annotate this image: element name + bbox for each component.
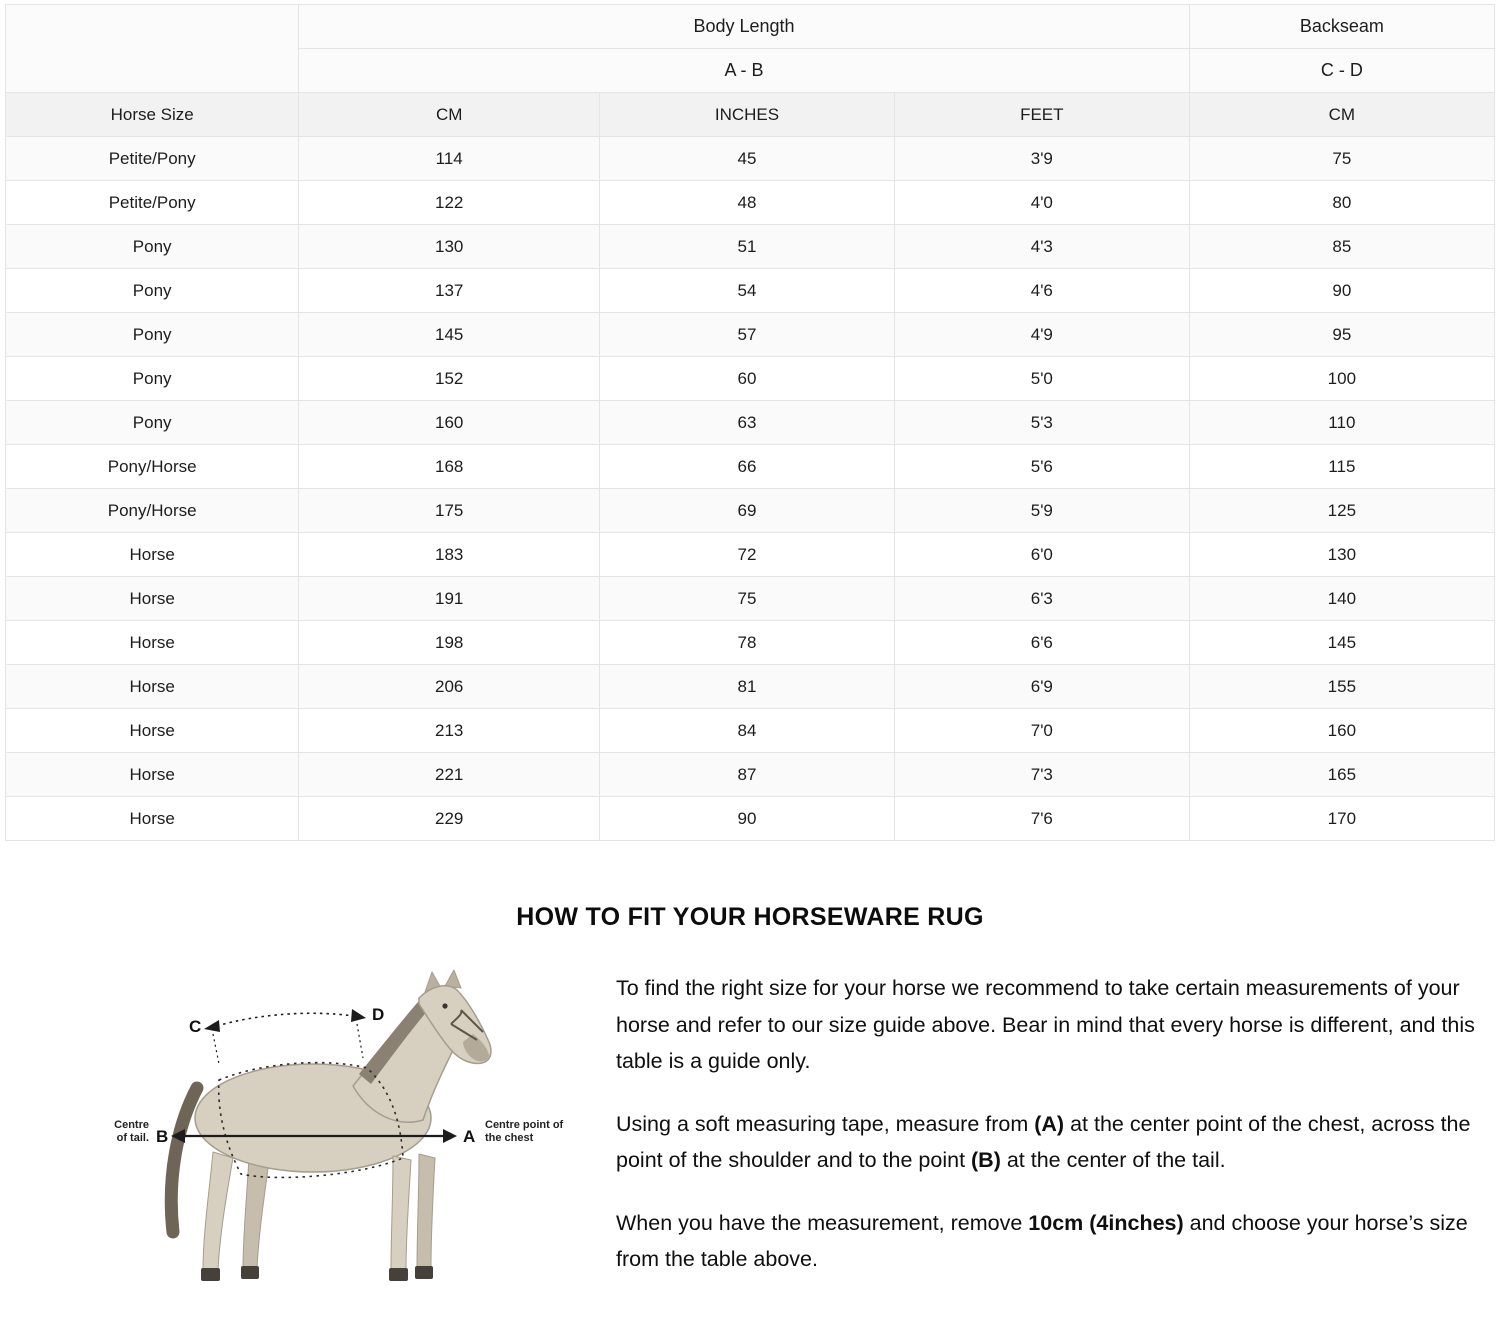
- backseam-group-header: Backseam: [1189, 5, 1494, 49]
- horse-front-leg-near: [391, 1156, 411, 1270]
- table-row: [6, 533, 1495, 577]
- cell-horse-size: Horse: [6, 665, 299, 709]
- cell-horse-size: Horse: [6, 709, 299, 753]
- table-row: [6, 753, 1495, 797]
- cell-body-length-feet: 7'6: [894, 797, 1189, 841]
- column-header-row: [6, 93, 1495, 137]
- size-chart-table: [5, 4, 1495, 841]
- backseam-subheader: C - D: [1189, 49, 1494, 93]
- cell-body-length-feet: 5'0: [894, 357, 1189, 401]
- column-header-feet: FEET: [894, 93, 1189, 137]
- body-length-subheader: A - B: [299, 49, 1189, 93]
- group-header-row: [6, 5, 1495, 49]
- cell-body-length-cm: 130: [299, 225, 600, 269]
- cell-body-length-inches: 60: [600, 357, 895, 401]
- tail-caption-line1: Centre: [114, 1119, 149, 1131]
- backseam-dimension: [189, 1005, 384, 1064]
- cell-backseam-cm: 100: [1189, 357, 1494, 401]
- fit-paragraph-3: When you have the measurement, remove 10cm (4inches) and choose your horse’s size from the table above.: [616, 1210, 1468, 1272]
- cell-horse-size: Horse: [6, 577, 299, 621]
- cell-body-length-feet: 4'3: [894, 225, 1189, 269]
- cell-body-length-inches: 51: [600, 225, 895, 269]
- cell-horse-size: Pony: [6, 401, 299, 445]
- table-row: [6, 313, 1495, 357]
- cell-horse-size: Horse: [6, 533, 299, 577]
- cell-body-length-inches: 69: [600, 489, 895, 533]
- cell-backseam-cm: 145: [1189, 621, 1494, 665]
- cell-body-length-cm: 168: [299, 445, 600, 489]
- table-row: [6, 181, 1495, 225]
- cell-body-length-feet: 5'9: [894, 489, 1189, 533]
- cell-body-length-inches: 48: [600, 181, 895, 225]
- column-header-cm: CM: [299, 93, 600, 137]
- point-a-label: A: [463, 1127, 476, 1146]
- cell-body-length-feet: 6'0: [894, 533, 1189, 577]
- cell-backseam-cm: 160: [1189, 709, 1494, 753]
- table-row: [6, 445, 1495, 489]
- cell-horse-size: Pony/Horse: [6, 445, 299, 489]
- cell-body-length-feet: 4'0: [894, 181, 1189, 225]
- cell-body-length-inches: 84: [600, 709, 895, 753]
- cell-backseam-cm: 165: [1189, 753, 1494, 797]
- cell-body-length-cm: 122: [299, 181, 600, 225]
- tail-caption-line2: of tail.: [116, 1132, 149, 1144]
- cell-horse-size: Pony: [6, 225, 299, 269]
- cell-body-length-cm: 221: [299, 753, 600, 797]
- cell-body-length-feet: 4'9: [894, 313, 1189, 357]
- cell-horse-size: Pony: [6, 313, 299, 357]
- fit-guide-section: [5, 960, 1495, 1305]
- chest-caption-line2: the chest: [485, 1132, 534, 1144]
- cell-backseam-cm: 115: [1189, 445, 1494, 489]
- cell-body-length-feet: 5'6: [894, 445, 1189, 489]
- cell-body-length-cm: 137: [299, 269, 600, 313]
- cell-backseam-cm: 140: [1189, 577, 1494, 621]
- cell-body-length-cm: 198: [299, 621, 600, 665]
- table-row: [6, 709, 1495, 753]
- table-row: [6, 357, 1495, 401]
- fit-guide-text: [598, 960, 1487, 1304]
- horse-hoof: [389, 1268, 408, 1281]
- cell-backseam-cm: 75: [1189, 137, 1494, 181]
- cell-body-length-feet: 7'3: [894, 753, 1189, 797]
- table-row: [6, 797, 1495, 841]
- horse-hoof: [201, 1268, 220, 1281]
- arrowhead-left-icon: [204, 1020, 220, 1032]
- backseam-dotted-line: [217, 1013, 353, 1026]
- cell-body-length-feet: 5'3: [894, 401, 1189, 445]
- arrowhead-right-icon: [351, 1009, 366, 1022]
- horse-tail: [171, 1088, 197, 1232]
- table-body: [6, 137, 1495, 841]
- column-header-horse-size: Horse Size: [6, 93, 299, 137]
- cell-backseam-cm: 85: [1189, 225, 1494, 269]
- table-row: [6, 225, 1495, 269]
- cell-body-length-inches: 78: [600, 621, 895, 665]
- cell-backseam-cm: 110: [1189, 401, 1494, 445]
- fit-paragraph-2: Using a soft measuring tape, measure from (A) at the center point of the chest, across the point of the shoulder and to the point (B) at the center of the tail.: [616, 1111, 1471, 1173]
- cell-body-length-inches: 66: [600, 445, 895, 489]
- fit-guide-heading: HOW TO FIT YOUR HORSEWARE RUG: [516, 903, 984, 931]
- cell-horse-size: Horse: [6, 621, 299, 665]
- cell-body-length-feet: 6'3: [894, 577, 1189, 621]
- point-c-label: C: [189, 1017, 202, 1036]
- cell-body-length-cm: 183: [299, 533, 600, 577]
- cell-backseam-cm: 125: [1189, 489, 1494, 533]
- table-row: [6, 401, 1495, 445]
- fit-paragraph-1: To find the right size for your horse we recommend to take certain measurements of your horse and refer to our size guide above. Bear in mind that every horse is different, and this table is a guide only.: [616, 976, 1475, 1074]
- cell-body-length-cm: 160: [299, 401, 600, 445]
- cell-body-length-cm: 191: [299, 577, 600, 621]
- cell-backseam-cm: 130: [1189, 533, 1494, 577]
- cell-body-length-feet: 6'9: [894, 665, 1189, 709]
- cell-backseam-cm: 90: [1189, 269, 1494, 313]
- horse-illustration: [171, 970, 491, 1281]
- table-row: [6, 665, 1495, 709]
- cell-body-length-cm: 213: [299, 709, 600, 753]
- table-row: [6, 269, 1495, 313]
- cell-body-length-cm: 152: [299, 357, 600, 401]
- table-row: [6, 489, 1495, 533]
- dimension-connector-lines: [213, 1024, 363, 1064]
- horse-hind-leg-far: [243, 1156, 269, 1268]
- cell-horse-size: Petite/Pony: [6, 137, 299, 181]
- cell-body-length-inches: 90: [600, 797, 895, 841]
- cell-horse-size: Horse: [6, 753, 299, 797]
- horse-measurement-diagram: [13, 960, 598, 1305]
- cell-body-length-cm: 229: [299, 797, 600, 841]
- cell-backseam-cm: 155: [1189, 665, 1494, 709]
- horse-hoof: [241, 1266, 259, 1279]
- cell-body-length-inches: 57: [600, 313, 895, 357]
- cell-body-length-inches: 54: [600, 269, 895, 313]
- arrowhead-right-icon: [443, 1129, 457, 1143]
- cell-backseam-cm: 170: [1189, 797, 1494, 841]
- cell-backseam-cm: 80: [1189, 181, 1494, 225]
- point-b-label: B: [156, 1127, 169, 1146]
- cell-body-length-cm: 114: [299, 137, 600, 181]
- cell-body-length-feet: 7'0: [894, 709, 1189, 753]
- blank-header-cell: [6, 5, 299, 93]
- cell-body-length-inches: 72: [600, 533, 895, 577]
- cell-horse-size: Horse: [6, 797, 299, 841]
- cell-body-length-inches: 75: [600, 577, 895, 621]
- horse-hoof: [415, 1266, 433, 1279]
- column-header-inches: INCHES: [600, 93, 895, 137]
- column-header-backseam-cm: CM: [1189, 93, 1494, 137]
- cell-horse-size: Pony: [6, 269, 299, 313]
- chest-caption-line1: Centre point of: [485, 1119, 564, 1131]
- horse-front-leg-far: [417, 1154, 435, 1268]
- cell-body-length-feet: 3'9: [894, 137, 1189, 181]
- cell-body-length-inches: 63: [600, 401, 895, 445]
- point-d-label: D: [372, 1005, 385, 1024]
- body-length-group-header: Body Length: [299, 5, 1189, 49]
- cell-horse-size: Petite/Pony: [6, 181, 299, 225]
- horse-hind-leg-near: [203, 1152, 233, 1270]
- cell-backseam-cm: 95: [1189, 313, 1494, 357]
- table-row: [6, 137, 1495, 181]
- cell-body-length-cm: 206: [299, 665, 600, 709]
- table-header: [6, 5, 1495, 137]
- horse-eye: [442, 1003, 447, 1008]
- cell-horse-size: Pony: [6, 357, 299, 401]
- cell-body-length-cm: 175: [299, 489, 600, 533]
- cell-body-length-inches: 45: [600, 137, 895, 181]
- cell-body-length-cm: 145: [299, 313, 600, 357]
- table-row: [6, 621, 1495, 665]
- horse-diagram-svg: [101, 968, 581, 1300]
- cell-body-length-feet: 4'6: [894, 269, 1189, 313]
- cell-horse-size: Pony/Horse: [6, 489, 299, 533]
- cell-body-length-feet: 6'6: [894, 621, 1189, 665]
- table-row: [6, 577, 1495, 621]
- cell-body-length-inches: 81: [600, 665, 895, 709]
- cell-body-length-inches: 87: [600, 753, 895, 797]
